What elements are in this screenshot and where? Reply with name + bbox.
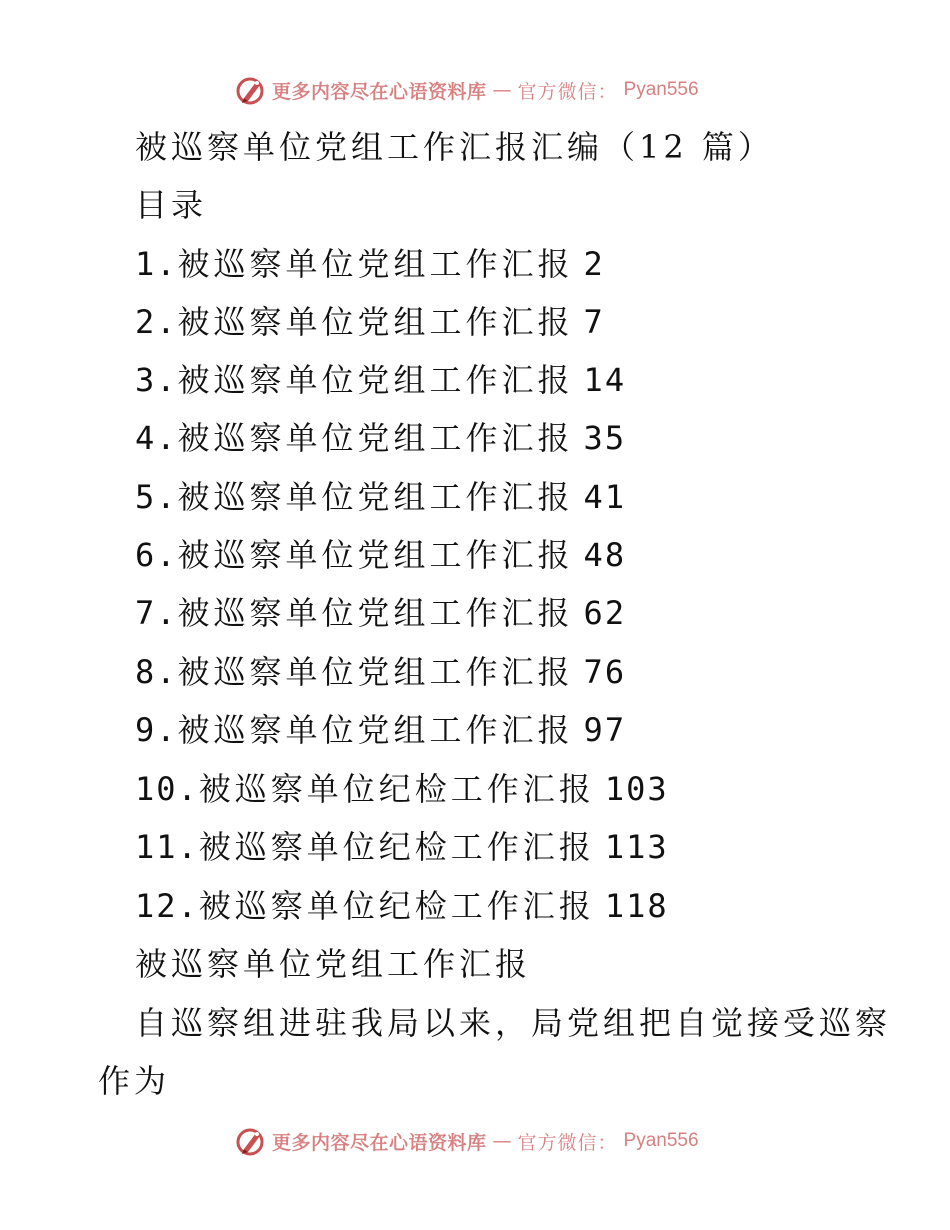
pen-logo-icon [234, 1125, 266, 1157]
toc-item-7[interactable] [135, 593, 626, 633]
toc-item-3[interactable] [135, 360, 626, 400]
pen-logo-icon [234, 74, 266, 106]
toc-item-10[interactable] [135, 769, 669, 809]
toc-item-number: 7. [135, 594, 178, 632]
toc-item-4[interactable] [135, 418, 626, 458]
toc-item-label: 被巡察单位党组工作汇报 [177, 536, 574, 574]
toc-item-number: 8. [135, 653, 178, 691]
watermark-contact-id: Pyan556 [623, 79, 699, 100]
toc-item-11[interactable] [135, 827, 669, 867]
toc-item-label: 被巡察单位党组工作汇报 [177, 245, 574, 283]
toc-item-label: 被巡察单位党组工作汇报 [177, 303, 574, 341]
toc-item-6[interactable] [135, 535, 626, 575]
toc-item-number: 6. [135, 536, 178, 574]
toc-item-page: 41 [583, 478, 627, 516]
toc-item-number: 3. [135, 361, 178, 399]
toc-item-8[interactable] [135, 652, 626, 692]
toc-item-12[interactable] [135, 886, 669, 926]
toc-item-number: 2. [135, 303, 178, 341]
toc-item-page: 48 [583, 536, 627, 574]
watermark-text: 更多内容尽在心语资料库 [272, 1131, 487, 1154]
toc-item-label: 被巡察单位党组工作汇报 [177, 478, 574, 516]
section-title: 被巡察单位党组工作汇报 [135, 945, 532, 983]
toc-item-page: 103 [604, 770, 669, 808]
toc-item-5[interactable] [135, 477, 626, 517]
watermark-separator: — [492, 79, 512, 101]
toc-item-page: 2 [583, 245, 605, 283]
watermark-text: 更多内容尽在心语资料库 [272, 80, 487, 103]
toc-item-9[interactable] [135, 710, 626, 750]
watermark-contact-label: 官方微信： [517, 1131, 618, 1154]
watermark-header [234, 70, 699, 110]
toc-item-label: 被巡察单位党组工作汇报 [177, 361, 574, 399]
toc-item-page: 118 [604, 887, 669, 925]
toc-item-label: 被巡察单位党组工作汇报 [177, 653, 574, 691]
toc-item-page: 113 [604, 828, 669, 866]
watermark-contact-id: Pyan556 [623, 1130, 699, 1151]
toc-item-label: 被巡察单位党组工作汇报 [177, 419, 574, 457]
watermark-footer [234, 1121, 699, 1161]
toc-item-1[interactable] [135, 244, 605, 284]
toc-item-2[interactable] [135, 302, 605, 342]
toc-item-number: 12. [135, 887, 199, 925]
toc-item-number: 11. [135, 828, 199, 866]
toc-item-number: 1. [135, 245, 178, 283]
toc-item-page: 7 [583, 303, 605, 341]
toc-item-label: 被巡察单位纪检工作汇报 [198, 770, 595, 808]
toc-item-page: 35 [583, 419, 627, 457]
toc-item-page: 62 [583, 594, 627, 632]
paragraph-line: 自巡察组进驻我局以来，局党组把自觉接受巡察 [135, 1004, 892, 1042]
toc-item-number: 4. [135, 419, 178, 457]
toc-item-label: 被巡察单位纪检工作汇报 [198, 828, 595, 866]
toc-item-number: 10. [135, 770, 199, 808]
toc-heading: 目录 [135, 186, 208, 224]
watermark-contact-label: 官方微信： [517, 80, 618, 103]
toc-item-number: 9. [135, 711, 178, 749]
toc-item-label: 被巡察单位纪检工作汇报 [198, 887, 595, 925]
toc-item-number: 5. [135, 478, 178, 516]
toc-item-label: 被巡察单位党组工作汇报 [177, 594, 574, 632]
toc-item-label: 被巡察单位党组工作汇报 [177, 711, 574, 749]
watermark-separator: — [492, 1130, 512, 1152]
toc-item-page: 76 [583, 653, 627, 691]
toc-item-page: 14 [583, 361, 627, 399]
toc-item-page: 97 [583, 711, 627, 749]
document-title: 被巡察单位党组工作汇报汇编（12 篇） [135, 128, 774, 166]
paragraph-line: 作为 [98, 1062, 171, 1100]
